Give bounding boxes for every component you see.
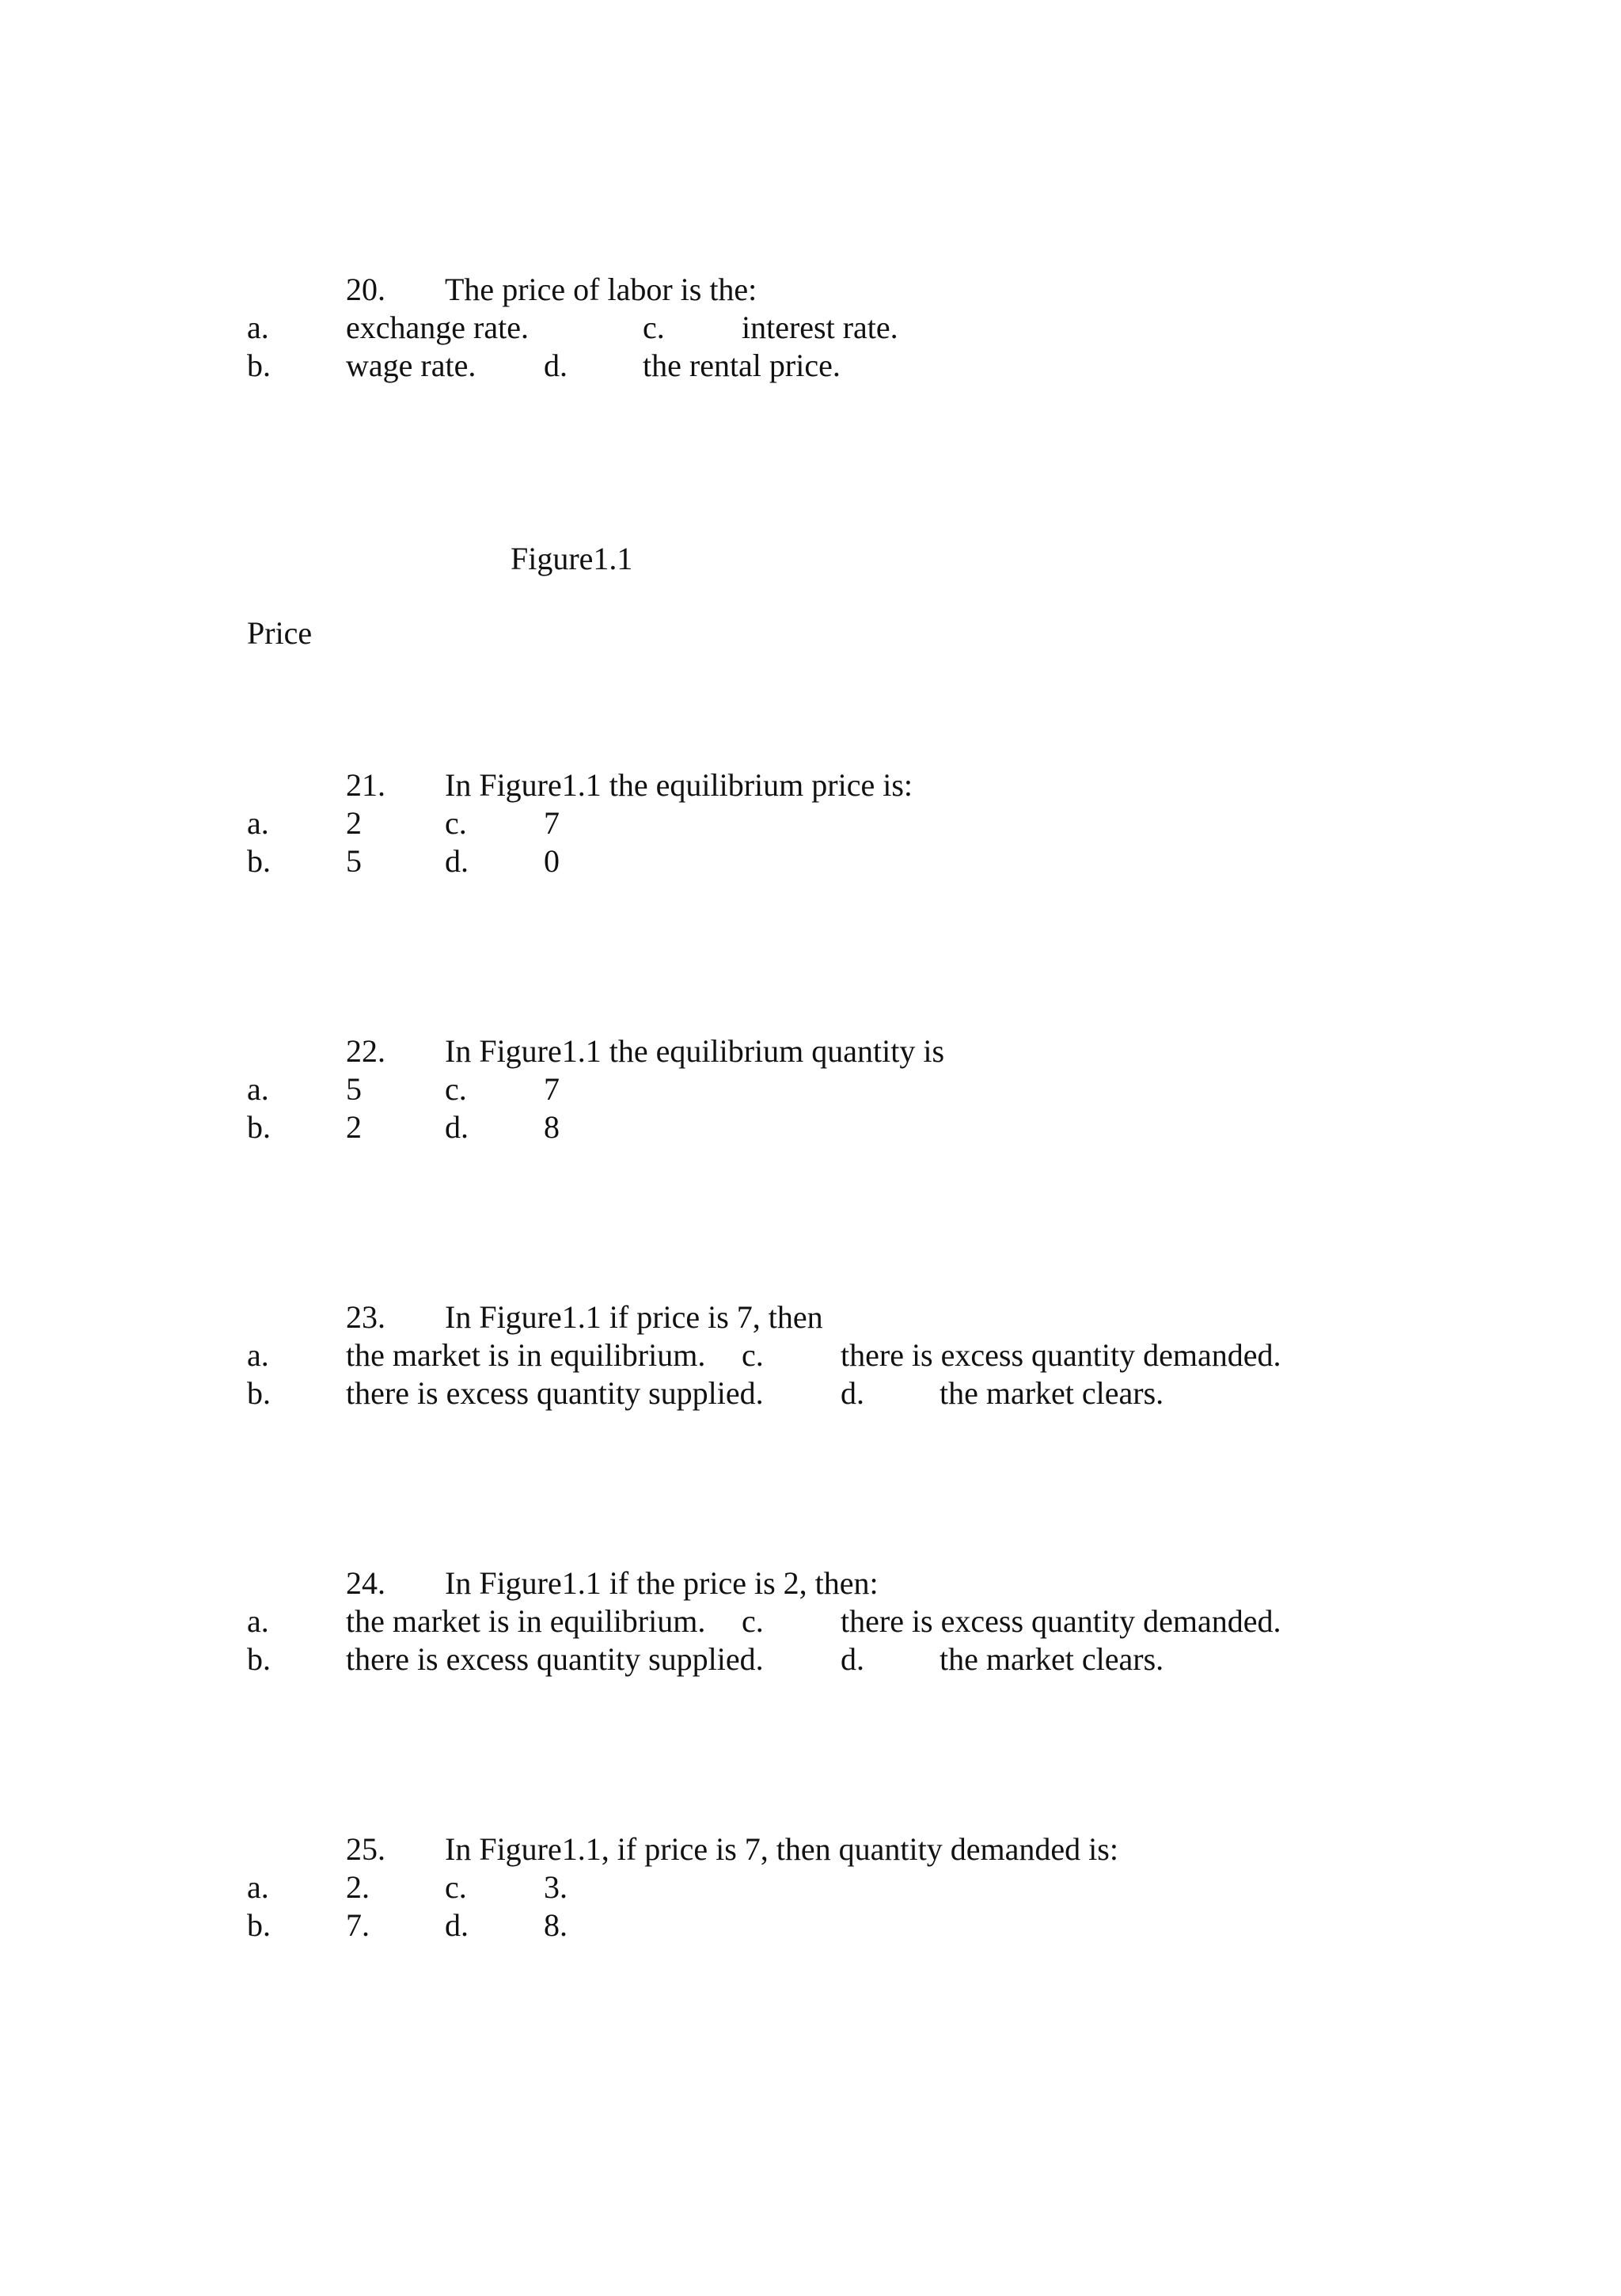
q20-stem-line: [0, 271, 1621, 309]
q23-option-d-text: the market clears.: [940, 1375, 1164, 1411]
q22-options-row-2: [0, 1108, 1621, 1146]
q23-option-d-letter: d.: [841, 1375, 864, 1411]
q22-option-b-text: 2: [346, 1109, 362, 1145]
q24-stem-line: [0, 1564, 1621, 1602]
q23-option-c-text: there is excess quantity demanded.: [841, 1337, 1281, 1373]
q20-number: 20.: [346, 272, 385, 307]
q25-option-a-text: 2.: [346, 1869, 370, 1905]
q25-stem: In Figure1.1, if price is 7, then quantity demanded is:: [445, 1831, 1118, 1867]
q20-option-a-text: exchange rate.: [346, 310, 529, 345]
q24-option-a-letter: a.: [247, 1603, 269, 1639]
q23-options-row-2: [0, 1374, 1621, 1412]
q21-stem: In Figure1.1 the equilibrium price is:: [445, 767, 913, 803]
q24-option-a-text: the market is in equilibrium.: [346, 1603, 706, 1639]
q23-number: 23.: [346, 1299, 385, 1335]
q24-option-c-text: there is excess quantity demanded.: [841, 1603, 1281, 1639]
q25-option-d-text: 8.: [544, 1907, 568, 1943]
q24-stem: In Figure1.1 if the price is 2, then:: [445, 1565, 879, 1601]
q20-options-row-2: [0, 347, 1621, 385]
q25-option-b-letter: b.: [247, 1907, 271, 1943]
q20-option-d-letter: d.: [544, 348, 568, 383]
q22-option-d-text: 8: [544, 1109, 560, 1145]
q21-option-d-letter: d.: [445, 843, 469, 879]
figure-axis-label: Price: [247, 615, 313, 651]
q25-option-b-text: 7.: [346, 1907, 370, 1943]
q22-option-a-text: 5: [346, 1071, 362, 1107]
q21-option-b-letter: b.: [247, 843, 271, 879]
q23-stem: In Figure1.1 if price is 7, then: [445, 1299, 823, 1335]
q23-option-b-letter: b.: [247, 1375, 271, 1411]
q20-option-a-letter: a.: [247, 310, 269, 345]
q24-option-c-letter: c.: [742, 1603, 764, 1639]
q20-options-row-1: [0, 309, 1621, 347]
q24-option-d-text: the market clears.: [940, 1641, 1164, 1677]
q21-options-row-2: [0, 842, 1621, 880]
q24-options-row-1: [0, 1602, 1621, 1640]
q21-option-b-text: 5: [346, 843, 362, 879]
q25-options-row-1: [0, 1868, 1621, 1906]
q22-options-row-1: [0, 1070, 1621, 1108]
q21-option-c-text: 7: [544, 805, 560, 841]
q22-option-b-letter: b.: [247, 1109, 271, 1145]
q22-number: 22.: [346, 1033, 385, 1069]
figure-caption: Figure1.1: [511, 541, 633, 576]
q23-option-c-letter: c.: [742, 1337, 764, 1373]
q25-option-c-letter: c.: [445, 1869, 467, 1905]
q21-option-a-text: 2: [346, 805, 362, 841]
q24-option-b-text: there is excess quantity supplied.: [346, 1641, 764, 1677]
q21-option-c-letter: c.: [445, 805, 467, 841]
q25-option-c-text: 3.: [544, 1869, 568, 1905]
q25-option-a-letter: a.: [247, 1869, 269, 1905]
q23-option-a-letter: a.: [247, 1337, 269, 1373]
q22-option-c-letter: c.: [445, 1071, 467, 1107]
q22-option-a-letter: a.: [247, 1071, 269, 1107]
q21-options-row-1: [0, 804, 1621, 842]
q22-stem-line: [0, 1032, 1621, 1070]
q20-stem: The price of labor is the:: [445, 272, 757, 307]
q20-option-b-letter: b.: [247, 348, 271, 383]
q24-options-row-2: [0, 1640, 1621, 1678]
q21-option-a-letter: a.: [247, 805, 269, 841]
q22-stem: In Figure1.1 the equilibrium quantity is: [445, 1033, 945, 1069]
q21-stem-line: [0, 766, 1621, 804]
q20-option-c-text: interest rate.: [742, 310, 898, 345]
q23-option-a-text: the market is in equilibrium.: [346, 1337, 706, 1373]
q21-option-d-text: 0: [544, 843, 560, 879]
q23-options-row-1: [0, 1336, 1621, 1374]
q24-option-b-letter: b.: [247, 1641, 271, 1677]
q25-number: 25.: [346, 1831, 385, 1867]
q25-option-d-letter: d.: [445, 1907, 469, 1943]
q25-options-row-2: [0, 1906, 1621, 1944]
q25-stem-line: [0, 1830, 1621, 1868]
q20-option-c-letter: c.: [643, 310, 665, 345]
q21-number: 21.: [346, 767, 385, 803]
q23-option-b-text: there is excess quantity supplied.: [346, 1375, 764, 1411]
q22-option-d-letter: d.: [445, 1109, 469, 1145]
q23-stem-line: [0, 1298, 1621, 1336]
q22-option-c-text: 7: [544, 1071, 560, 1107]
q24-number: 24.: [346, 1565, 385, 1601]
q20-option-d-text: the rental price.: [643, 348, 841, 383]
q24-option-d-letter: d.: [841, 1641, 864, 1677]
q20-option-b-text: wage rate.: [346, 348, 476, 383]
